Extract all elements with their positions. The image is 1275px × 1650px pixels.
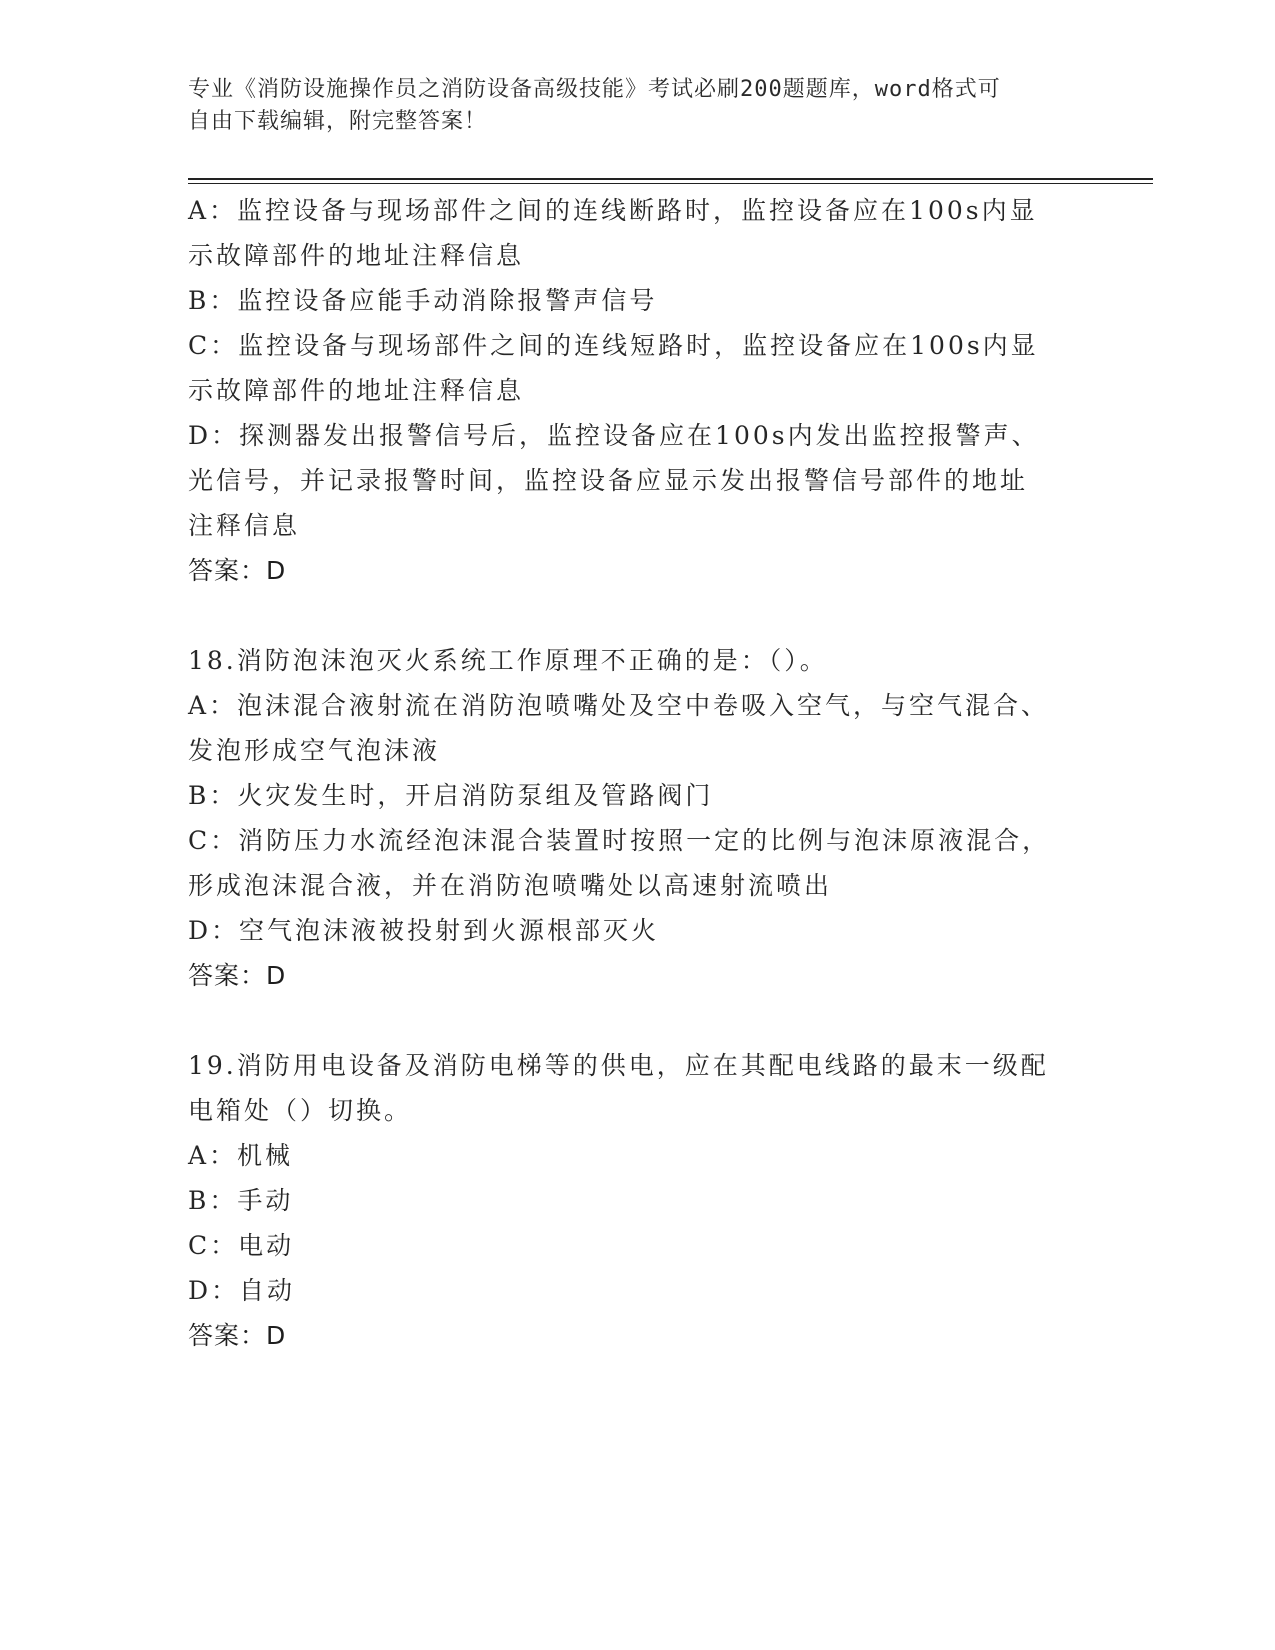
- q19-option-a: A：机械: [188, 1141, 294, 1170]
- document-header: [188, 74, 1068, 138]
- q18-stem: 18.消防泡沫泡灭火系统工作原理不正确的是：（）。: [188, 646, 828, 675]
- header-title-line-2: 自由下载编辑，附完整答案！: [188, 109, 488, 134]
- question-18-block: [188, 638, 1068, 998]
- question-19-block: [188, 1043, 1068, 1358]
- spacer: [188, 998, 1068, 1043]
- q19-answer: 答案：D: [188, 1321, 287, 1350]
- question-17-block: [188, 188, 1068, 593]
- q17-option-a-line-1: A：监控设备与现场部件之间的连线断路时，监控设备应在100s内显: [188, 196, 1038, 225]
- q17-option-a-line-2: 示故障部件的地址注释信息: [188, 241, 525, 270]
- q18-answer: 答案：D: [188, 961, 287, 990]
- q18-option-d: D：空气泡沫液被投射到火源根部灭火: [188, 916, 660, 945]
- header-title-line-1: 专业《消防设施操作员之消防设备高级技能》考试必刷200题题库，word格式可: [188, 77, 1001, 102]
- q19-option-c: C：电动: [188, 1231, 295, 1260]
- header-divider-thin: [188, 183, 1153, 184]
- q17-option-c-line-2: 示故障部件的地址注释信息: [188, 376, 525, 405]
- q18-option-c-line-1: C：消防压力水流经泡沫混合装置时按照一定的比例与泡沫原液混合，: [188, 826, 1051, 855]
- q18-option-a-line-1: A：泡沫混合液射流在消防泡喷嘴处及空中卷吸入空气，与空气混合、: [188, 691, 1050, 720]
- q18-option-c-line-2: 形成泡沫混合液，并在消防泡喷嘴处以高速射流喷出: [188, 871, 833, 900]
- q19-stem-line-1: 19.消防用电设备及消防电梯等的供电，应在其配电线路的最末一级配: [188, 1051, 1049, 1080]
- q18-option-b: B：火灾发生时，开启消防泵组及管路阀门: [188, 781, 714, 810]
- q17-option-d-line-1: D：探测器发出报警信号后，监控设备应在100s内发出监控报警声、: [188, 421, 1040, 450]
- q19-option-b: B：手动: [188, 1186, 294, 1215]
- q17-answer: 答案：D: [188, 556, 287, 585]
- q19-option-d: D：自动: [188, 1276, 296, 1305]
- header-divider-thick: [188, 178, 1153, 180]
- q18-option-a-line-2: 发泡形成空气泡沫液: [188, 736, 441, 765]
- q17-option-c-line-1: C：监控设备与现场部件之间的连线短路时，监控设备应在100s内显: [188, 331, 1039, 360]
- q17-option-d-line-2: 光信号，并记录报警时间，监控设备应显示发出报警信号部件的地址: [188, 466, 1029, 495]
- spacer: [188, 593, 1068, 638]
- question-content: [188, 188, 1068, 1358]
- q17-option-b: B：监控设备应能手动消除报警声信号: [188, 286, 658, 315]
- q17-option-d-line-3: 注释信息: [188, 511, 301, 540]
- q19-stem-line-2: 电箱处（）切换。: [188, 1096, 413, 1125]
